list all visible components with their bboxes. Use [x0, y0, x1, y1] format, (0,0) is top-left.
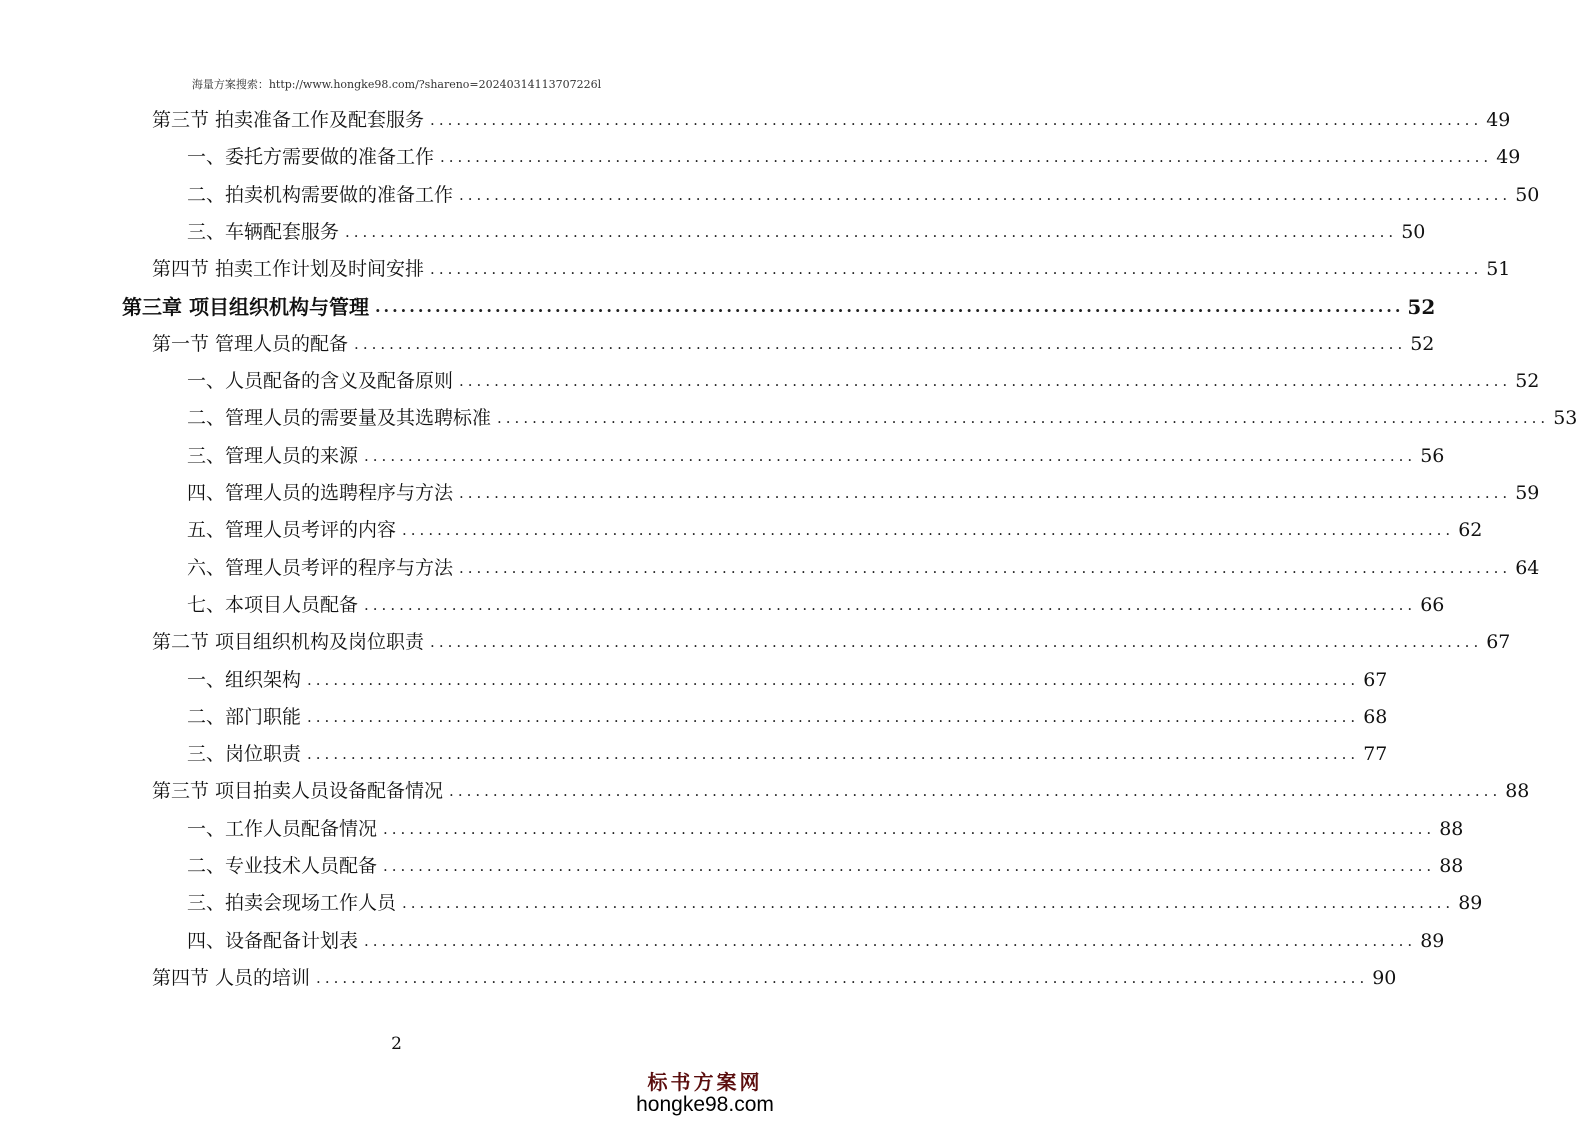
- header-search-line: 海量方案搜索：http://www.hongke98.com/?shareno=20240314113707226l: [191, 78, 602, 91]
- toc-entry-page: 50: [1401, 220, 1426, 243]
- toc-section-entry[interactable]: [152, 102, 1511, 138]
- toc-section-entry[interactable]: [152, 624, 1511, 660]
- toc-entry-page: 77: [1363, 743, 1388, 766]
- toc-subsection-entry[interactable]: [187, 885, 1483, 921]
- toc-entry-label: 六、管理人员考评的程序与方法: [187, 556, 454, 579]
- toc-leader-dots: ........................................................................................................................: [459, 484, 1512, 502]
- toc-entry-page: 66: [1420, 593, 1445, 616]
- toc-leader-dots: ........................................................................................................................: [497, 409, 1550, 428]
- toc-entry-page: 51: [1486, 258, 1511, 281]
- toc-section-entry[interactable]: [152, 773, 1530, 809]
- toc-entry-label: 第四节 拍卖工作计划及时间安排: [152, 258, 425, 281]
- toc-entry-page: 89: [1458, 892, 1483, 915]
- toc-leader-dots: ........................................................................................................................: [459, 372, 1512, 391]
- toc-leader-dots: ........................................................................................................................: [402, 894, 1455, 913]
- toc-subsection-entry[interactable]: [187, 587, 1445, 623]
- toc-leader-dots: ........................................................................................................................: [449, 782, 1502, 801]
- toc-entry-label: 一、人员配备的含义及配备原则: [187, 370, 454, 393]
- toc-subsection-entry[interactable]: [187, 512, 1483, 548]
- toc-entry-page: 53: [1553, 407, 1577, 430]
- toc-leader-dots: ........................................................................................................................: [364, 931, 1417, 950]
- toc-entry-label: 第三章 项目组织机构与管理: [122, 294, 369, 319]
- toc-leader-dots: ........................................................................................................................: [459, 185, 1512, 204]
- toc-subsection-entry[interactable]: [187, 363, 1540, 399]
- toc-leader-dots: ........................................................................................................................: [383, 819, 1436, 838]
- toc-leader-dots: ........................................................................................................................: [440, 148, 1493, 167]
- toc-entry-label: 四、设备配备计划表: [187, 929, 359, 952]
- toc-entry-label: 三、岗位职责: [187, 743, 302, 766]
- toc-entry-page: 90: [1372, 966, 1397, 989]
- toc-section-entry[interactable]: [152, 960, 1397, 996]
- toc-entry-page: 52: [1407, 294, 1436, 319]
- toc-leader-dots: ........................................................................................................................: [402, 521, 1455, 540]
- toc-subsection-entry[interactable]: [187, 923, 1445, 959]
- watermark-cn-text: 标书方案网: [647, 1070, 763, 1094]
- toc-leader-dots: ........................................................................................................................: [316, 968, 1369, 987]
- toc-entry-label: 四、管理人员的选聘程序与方法: [187, 482, 454, 504]
- toc-subsection-entry[interactable]: [187, 438, 1445, 474]
- toc-leader-dots: ........................................................................................................................: [430, 111, 1483, 129]
- toc-leader-dots: ........................................................................................................................: [307, 707, 1360, 726]
- toc-subsection-entry[interactable]: [187, 662, 1388, 698]
- toc-entry-page: 88: [1505, 780, 1530, 803]
- toc-entry-label: 二、拍卖机构需要做的准备工作: [187, 183, 454, 206]
- toc-entry-label: 二、部门职能: [187, 705, 302, 728]
- toc-entry-page: 68: [1363, 705, 1388, 728]
- toc-subsection-entry[interactable]: [187, 736, 1388, 772]
- toc-leader-dots: ........................................................................................................................: [307, 670, 1360, 689]
- toc-entry-page: 52: [1515, 370, 1540, 393]
- toc-leader-dots: ........................................................................................................................: [430, 260, 1483, 279]
- toc-entry-label: 一、委托方需要做的准备工作: [187, 146, 435, 169]
- toc-subsection-entry[interactable]: [187, 400, 1577, 436]
- toc-chapter-entry[interactable]: [122, 289, 1436, 325]
- toc-entry-label: 三、拍卖会现场工作人员: [187, 892, 397, 915]
- toc-leader-dots: ........................................................................................................................: [307, 745, 1360, 764]
- toc-entry-label: 第一节 管理人员的配备: [152, 332, 349, 355]
- toc-entry-label: 第三节 拍卖准备工作及配套服务: [152, 109, 425, 131]
- toc-subsection-entry[interactable]: [187, 848, 1464, 884]
- toc-subsection-entry[interactable]: [187, 550, 1540, 586]
- toc-leader-dots: ........................................................................................................................: [383, 857, 1436, 875]
- watermark-logo: [635, 1066, 775, 1117]
- toc-leader-dots: ........................................................................................................................: [364, 595, 1417, 614]
- toc-subsection-entry[interactable]: [187, 177, 1540, 213]
- toc-entry-label: 第四节 人员的培训: [152, 966, 311, 989]
- toc-leader-dots: ........................................................................................................................: [354, 334, 1407, 353]
- toc-entry-page: 89: [1420, 929, 1445, 952]
- toc-leader-dots: ........................................................................................................................: [430, 633, 1483, 652]
- toc-subsection-entry[interactable]: [187, 475, 1540, 511]
- toc-subsection-entry[interactable]: [187, 811, 1464, 847]
- toc-entry-page: 62: [1458, 519, 1483, 542]
- toc-entry-label: 二、专业技术人员配备: [187, 855, 378, 877]
- toc-entry-label: 一、工作人员配备情况: [187, 817, 378, 840]
- toc-entry-page: 64: [1515, 556, 1540, 579]
- toc-entry-label: 七、本项目人员配备: [187, 593, 359, 616]
- toc-entry-label: 三、车辆配套服务: [187, 220, 340, 243]
- toc-entry-page: 67: [1363, 668, 1388, 691]
- toc-entry-label: 二、管理人员的需要量及其选聘标准: [187, 407, 492, 430]
- toc-entry-label: 三、管理人员的来源: [187, 444, 359, 467]
- toc-entry-label: 五、管理人员考评的内容: [187, 519, 397, 542]
- toc-entry-page: 88: [1439, 855, 1464, 877]
- toc-entry-page: 59: [1515, 482, 1540, 504]
- toc-subsection-entry[interactable]: [187, 139, 1521, 175]
- toc-entry-page: 49: [1496, 146, 1521, 169]
- toc-leader-dots: ........................................................................................................................: [345, 222, 1398, 241]
- toc-entry-page: 50: [1515, 183, 1540, 206]
- toc-section-entry[interactable]: [152, 326, 1435, 362]
- toc-entry-page: 56: [1420, 444, 1445, 467]
- toc-entry-page: 49: [1486, 109, 1511, 131]
- toc-entry-label: 一、组织架构: [187, 668, 302, 691]
- toc-leader-dots: ........................................................................................................................: [364, 446, 1417, 465]
- toc-entry-page: 67: [1486, 631, 1511, 654]
- toc-entry-page: 88: [1439, 817, 1464, 840]
- toc-leader-dots: ........................................................................................................................: [374, 296, 1404, 316]
- toc-entry-label: 第二节 项目组织机构及岗位职责: [152, 631, 425, 654]
- toc-entry-page: 52: [1410, 332, 1435, 355]
- toc-section-entry[interactable]: [152, 251, 1511, 287]
- toc-entry-label: 第三节 项目拍卖人员设备配备情况: [152, 780, 444, 803]
- watermark-en-text: hongke98.com: [636, 1093, 774, 1116]
- toc-subsection-entry[interactable]: [187, 214, 1426, 250]
- toc-leader-dots: ........................................................................................................................: [459, 558, 1512, 577]
- page-number: 2: [391, 1034, 402, 1054]
- toc-subsection-entry[interactable]: [187, 699, 1388, 735]
